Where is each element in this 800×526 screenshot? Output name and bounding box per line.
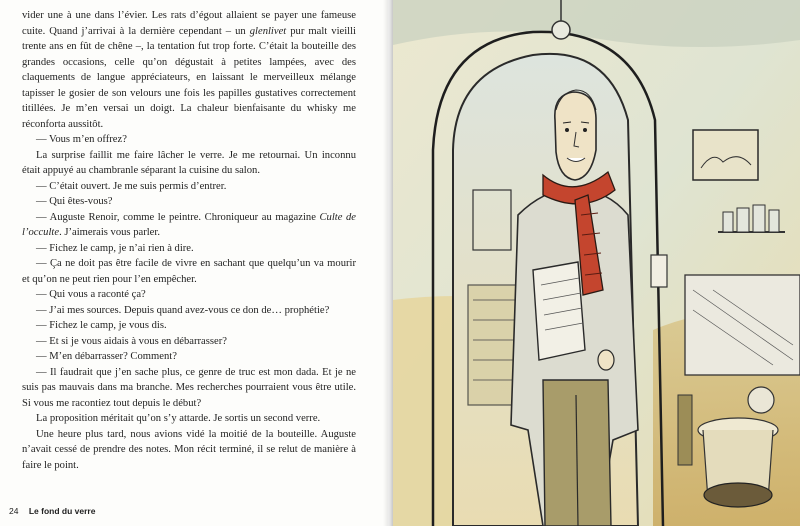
wall-picture	[693, 130, 758, 180]
text-run: — J’ai mes sources. Depuis quand avez-vous ce don de… prophétie?	[36, 304, 330, 316]
text-run: Une heure plus tard, nous avions vidé la moitié de la bouteille. Auguste n’avait cessé de prendre des notes. Mon récit terminé, il se relut de manière à faire le point.	[22, 428, 356, 471]
text-run: — Il faudrait que j’en sache plus, ce genre de truc est mon dada. Et je ne suis pas mauvais dans ma branche. Mes recherches pourraient vous être utile. Si vous me racontiez tout depuis le début?	[22, 366, 356, 409]
gutter-shadow	[383, 0, 393, 526]
text-run: — Et si je vous aidais à vous en débarrasser?	[36, 335, 227, 347]
illustration	[393, 0, 800, 526]
text-run: — Fichez le camp, je n’ai rien à dire.	[36, 242, 194, 254]
paragraph	[22, 349, 356, 365]
text-run: — Qui vous a raconté ça?	[36, 289, 146, 300]
paragraph	[22, 334, 356, 350]
italic-text: glenlivet	[249, 25, 287, 37]
paragraph	[22, 427, 356, 474]
text-run: — Auguste Renoir, comme le peintre. Chroniqueur au magazine	[36, 211, 320, 223]
paragraph	[22, 365, 356, 412]
paragraph	[22, 318, 356, 334]
text-run: vider une à une dans l’évier. Les rats d’égout allaient se payer une fameuse cuite. Quand j’arrivai à la dernière cependant – un	[22, 10, 356, 37]
ceiling-lamp	[552, 21, 570, 39]
paragraph	[22, 303, 356, 319]
text-run: La surprise faillit me faire lâcher le verre. Je me retournai. Un inconnu était appuyé au chambranle séparant la cuisine du salon.	[22, 149, 356, 176]
folio	[9, 506, 95, 516]
paragraph	[22, 179, 356, 195]
paragraph	[22, 287, 356, 303]
italic-text: Culte de l’occulte	[22, 211, 356, 238]
paragraph	[22, 148, 356, 179]
text-run: — Fichez le camp, je vous dis.	[36, 320, 167, 331]
text-run: — Qui êtes-vous?	[36, 196, 113, 207]
paragraph	[22, 411, 356, 427]
paragraph	[22, 8, 356, 132]
paragraph	[22, 241, 356, 257]
left-page	[0, 0, 388, 526]
papers	[533, 262, 585, 360]
text-run: — M’en débarrasser? Comment?	[36, 351, 177, 362]
body-text	[22, 8, 356, 473]
running-title: Le fond du verre	[28, 506, 96, 516]
paragraph	[22, 210, 356, 241]
paragraph	[22, 132, 356, 148]
text-run: — Ça ne doit pas être facile de vivre en sachant que quelqu’un va mourir et qu’on ne peut rien pour l’en empêcher.	[22, 258, 356, 285]
paragraph	[22, 256, 356, 287]
paragraph	[22, 194, 356, 210]
text-run: La proposition méritait qu’on s’y attarde. Je sortis un second verre.	[36, 413, 321, 424]
text-run: — Vous m’en offrez?	[36, 134, 127, 145]
text-run: . J’aimerais vous parler.	[59, 227, 160, 238]
illustration-page	[393, 0, 800, 526]
text-run: — C’était ouvert. Je me suis permis d’entrer.	[36, 180, 227, 192]
text-run: pur malt vieilli trente ans en fût de chêne –, la tentation fut trop forte. C’était la bouteille des grandes occasions, celle qu’on dégustait à petites lampées, avec des claquements de langue appréciateurs, en laissant le merveilleux mélange tapisser le gosier de son velours une fois les papilles gustatives correctement titillées. Je m’en versai un doigt. La chaleur bienfaisante du whisky me réconforta aussitôt.	[22, 25, 356, 130]
page-number: 24	[9, 506, 19, 516]
